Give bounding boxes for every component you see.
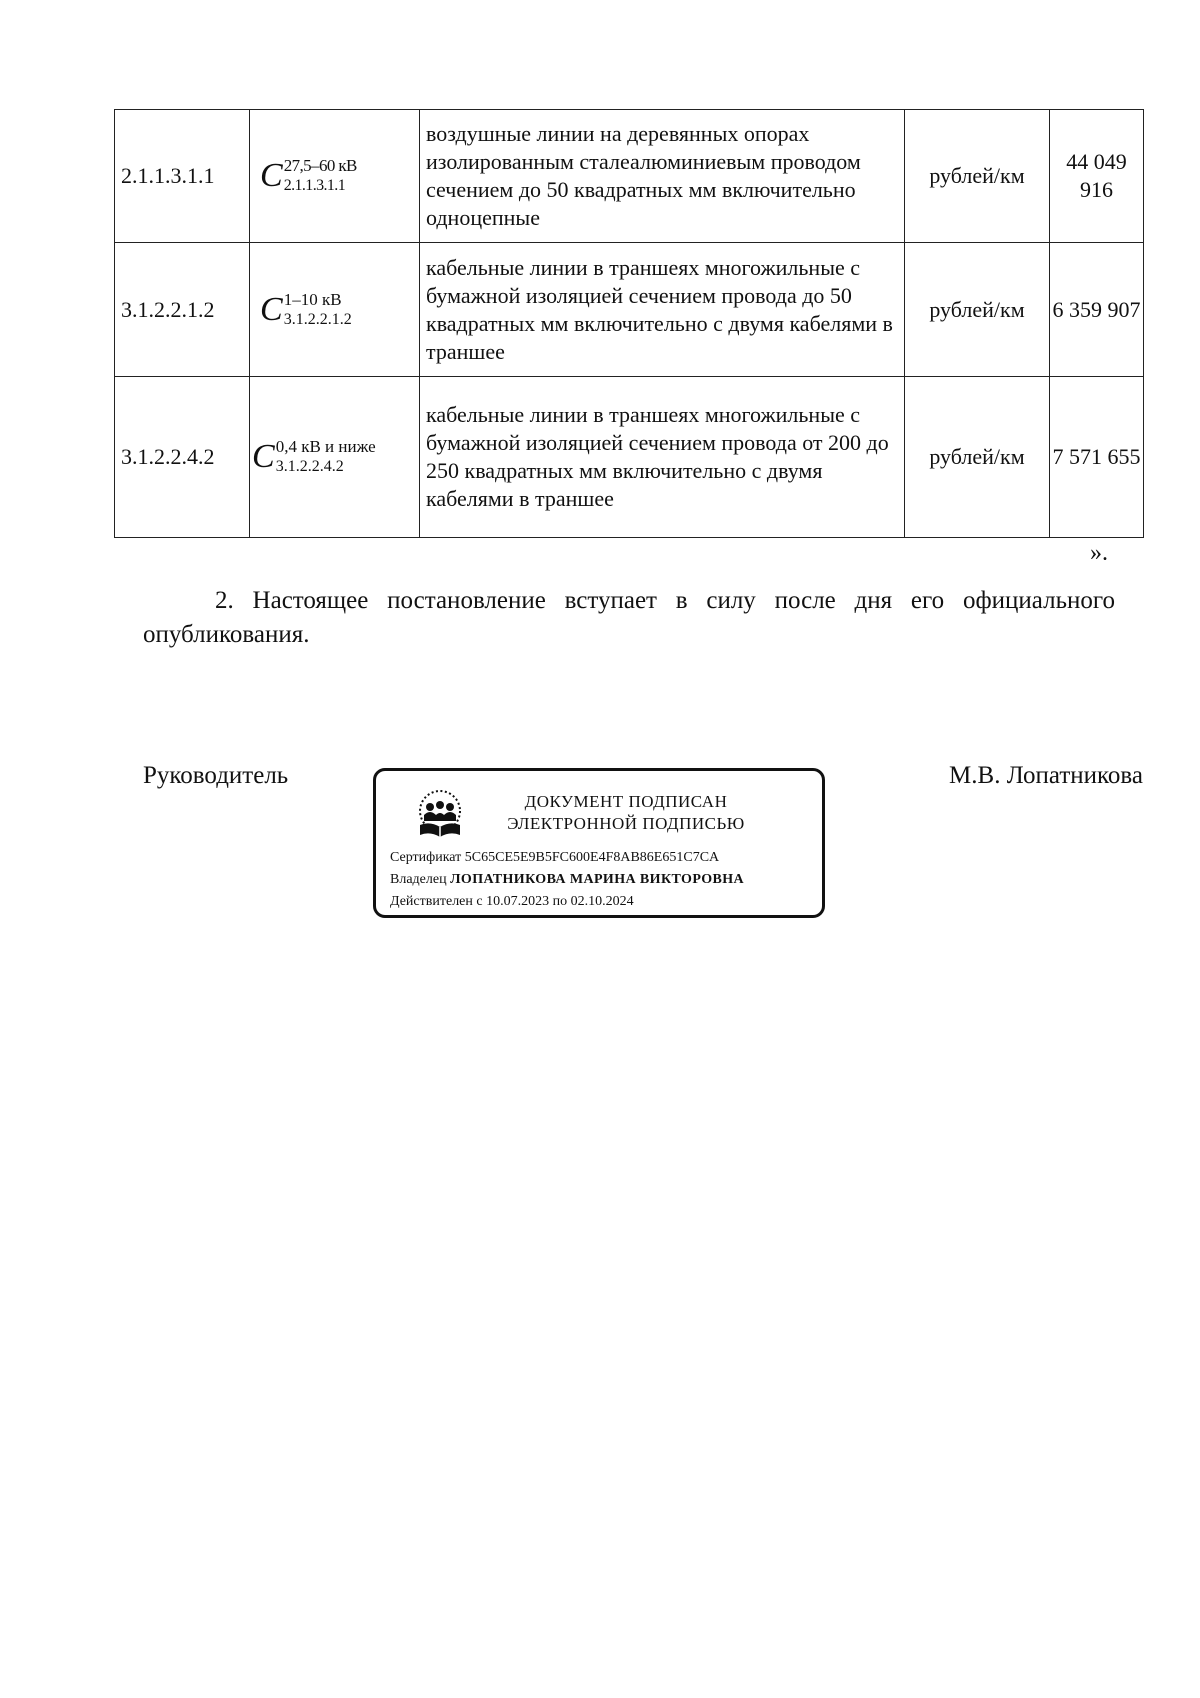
valid-to: 02.10.2024 [570, 894, 634, 909]
symbol-subscript: 3.1.2.2.1.2 [283, 310, 352, 328]
row-code: 3.1.2.2.4.2 [115, 377, 250, 538]
valid-label: Действителен [390, 894, 473, 909]
valid-from-prefix: с [476, 894, 483, 909]
rate-symbol [250, 243, 420, 377]
effective-clause: 2. Настоящее постановление вступает в силу после дня его официального опубликования. [143, 587, 1115, 648]
owner-value: ЛОПАТНИКОВА МАРИНА ВИКТОРОВНА [450, 872, 745, 887]
rate-symbol [250, 110, 420, 243]
signer-name: М.В. Лопатникова [949, 762, 1143, 789]
e-signature-stamp [373, 768, 825, 918]
row-code: 3.1.2.2.1.2 [115, 243, 250, 377]
cert-value: 5C65CE5E9B5FC600E4F8AB86E651C7CA [464, 850, 720, 865]
stamp-title-line2: ЭЛЕКТРОННОЙ ПОДПИСЬЮ [507, 814, 745, 833]
table-row [115, 377, 1144, 538]
stamp-owner [390, 871, 744, 889]
symbol-superscript: 0,4 кВ и ниже [275, 437, 376, 456]
symbol-superscript: 1–10 кВ [283, 289, 342, 309]
stamp-validity [390, 893, 634, 911]
row-unit: рублей/км [905, 377, 1050, 538]
symbol-letter: C [260, 290, 283, 328]
symbol-subscript: 2.1.1.3.1.1 [283, 177, 346, 194]
symbol-superscript: 27,5–60 кВ [283, 156, 357, 175]
signer-role: Руководитель [143, 762, 289, 789]
row-description: кабельные линии в траншеях многожильные с бумажной изоляцией сечением провода до 50 квадратных мм включительно с двумя кабелями в траншее [420, 243, 905, 377]
row-description: кабельные линии в траншеях многожильные с бумажной изоляцией сечением провода от 200 до 250 квадратных мм включительно с двумя кабелями в траншее [420, 377, 905, 538]
tariff-table [114, 109, 1144, 538]
closing-quote: ». [1090, 540, 1108, 566]
valid-to-prefix: по [552, 894, 568, 909]
stamp-certificate [390, 849, 719, 867]
stamp-title-line1: ДОКУМЕНТ ПОДПИСАН [524, 792, 728, 811]
row-value: 44 049 916 [1050, 110, 1144, 243]
valid-from: 10.07.2023 [486, 894, 550, 909]
row-unit: рублей/км [905, 243, 1050, 377]
row-value: 7 571 655 [1050, 377, 1144, 538]
coat-of-arms-icon [414, 785, 466, 848]
row-unit: рублей/км [905, 110, 1050, 243]
table-row [115, 243, 1144, 377]
symbol-subscript: 3.1.2.2.4.2 [275, 458, 344, 475]
owner-label: Владелец [390, 872, 447, 887]
symbol-letter: C [252, 438, 275, 475]
table-row [115, 110, 1144, 243]
cert-label: Сертификат [390, 850, 462, 865]
row-code: 2.1.1.3.1.1 [115, 110, 250, 243]
symbol-letter: C [260, 157, 283, 194]
row-description: воздушные линии на деревянных опорах изолированным сталеалюминиевым проводом сечением до 50 квадратных мм включительно одноцепные [420, 110, 905, 243]
row-value: 6 359 907 [1050, 243, 1144, 377]
rate-symbol [250, 377, 420, 538]
